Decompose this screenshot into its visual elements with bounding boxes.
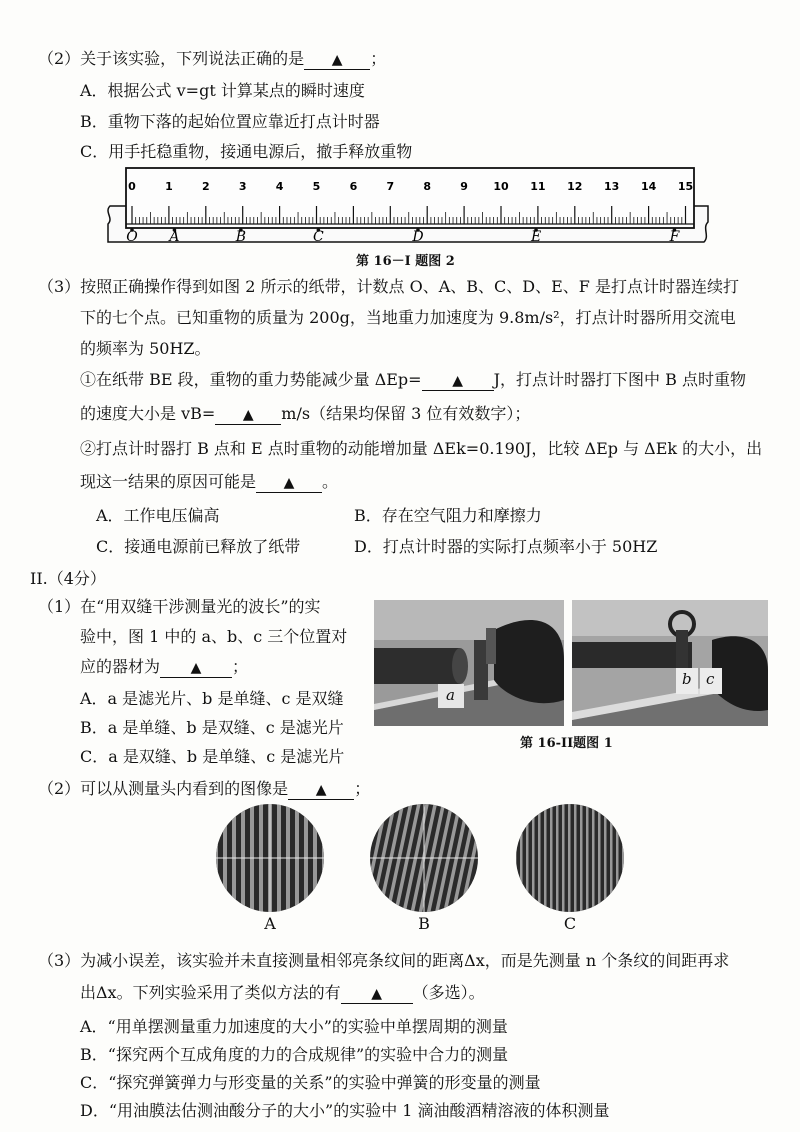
q3-line-2: 下的七个点。已知重物的质量为 200g，当地重力加速度为 9.8m/s²，打点计时器所用交流电	[80, 308, 736, 327]
q3-sub1-line2: 的速度大小是 vB= ▲ m/s（结果均保留 3 位有效数字）；	[80, 404, 531, 423]
fringe	[516, 804, 517, 912]
answer-blank: ▲	[160, 658, 232, 678]
p2q1-line-3: 应的器材为 ▲ ；	[80, 657, 249, 676]
q3-sub2-line2: 现这一结果的原因可能是 ▲ 。	[80, 472, 339, 491]
tape-point-e: E	[530, 229, 542, 245]
ruler-number: 2	[201, 180, 210, 193]
p2q3-option-c: C．“探究弹簧弹力与形变量的关系”的实验中弹簧的形变量的测量	[80, 1073, 541, 1092]
answer-blank: ▲	[422, 371, 494, 391]
ruler-number: 13	[604, 180, 620, 193]
interference-image-a	[216, 804, 324, 912]
fringe	[532, 804, 535, 912]
experiment-photo-right	[572, 600, 768, 726]
ruler-number: 15	[677, 180, 694, 193]
tape-point-f: F	[669, 229, 680, 245]
ruler-number: 3	[238, 180, 247, 193]
label-c: c	[706, 670, 715, 688]
circle-label-a: A	[264, 914, 276, 933]
fringe	[616, 804, 619, 912]
fringe	[520, 804, 523, 912]
p2q1-line-1: （1）在“用双缝干涉测量光的波长”的实	[38, 597, 321, 616]
circle-label-b: B	[418, 914, 430, 933]
ruler-number: 1	[165, 180, 173, 193]
p2q3-line-1: （3）为减小误差，该实验并未直接测量相邻亮条纹间的距离Δx，而是先测量 n 个条纹的间距再求	[38, 951, 730, 970]
q3-option-c: C．接通电源前已释放了纸带	[96, 537, 301, 556]
p2q1-line-2: 验中，图 1 中的 a、b、c 三个位置对	[80, 627, 348, 646]
ruler-caption: 第 16－I 题图 2	[356, 254, 455, 269]
ruler-tape-figure	[104, 166, 714, 246]
q3-option-b: B．存在空气阻力和摩擦力	[354, 506, 542, 525]
ruler-number: 12	[567, 180, 583, 193]
p2q1-option-c: C．a 是双缝、b 是单缝、c 是滤光片	[80, 747, 345, 766]
experiment-photo-left	[374, 600, 564, 726]
fringe	[562, 804, 565, 912]
p2q3-line-2: 出Δx。下列实验采用了类似方法的有 ▲ （多选）。	[80, 983, 485, 1002]
q3-option-d: D．打点计时器的实际打点频率小于 50HZ	[354, 537, 658, 556]
p2q1-option-a: A．a 是滤光片、b 是单缝、c 是双缝	[80, 689, 344, 708]
tape-point-c: C	[312, 229, 324, 245]
p2q3-option-a: A．“用单摆测量重力加速度的大小”的实验中单摆周期的测量	[80, 1017, 508, 1036]
label-b: b	[682, 670, 692, 688]
figure-1-caption: 第 16-II题图 1	[520, 736, 613, 751]
ruler-number: 6	[349, 180, 358, 193]
fringe	[526, 804, 529, 912]
tape-point-o: O	[126, 229, 138, 245]
fringe	[610, 804, 613, 912]
label-a: a	[446, 686, 455, 704]
tape-point-d: D	[412, 229, 424, 245]
q3-sub1-line1: ①在纸带 BE 段，重物的重力势能减少量 ΔEp= ▲ J，打点计时器打下图中 B 点时重物	[80, 370, 746, 389]
answer-blank: ▲	[304, 50, 370, 70]
ruler-number: 4	[275, 180, 284, 193]
p2q1-option-b: B．a 是单缝、b 是双缝、c 是滤光片	[80, 718, 344, 737]
answer-blank: ▲	[215, 405, 281, 425]
interference-image-b	[370, 804, 478, 912]
p2q3-option-d: D．“用油膜法估测油酸分子的大小”的实验中 1 滴油酸酒精溶液的体积测量	[80, 1101, 610, 1120]
q3-sub2-line1: ②打点计时器打 B 点和 E 点时重物的动能增加量 ΔEk=0.190J，比较 ΔEp 与 ΔEk 的大小，出	[80, 439, 763, 458]
answer-blank: ▲	[256, 473, 322, 493]
p2q2-stem: （2）可以从测量头内看到的图像是 ▲ ；	[38, 779, 371, 798]
ruler-number: 7	[386, 180, 395, 193]
answer-blank: ▲	[288, 780, 354, 800]
q3-line-3: 的频率为 50HZ。	[80, 339, 211, 358]
tape-point-a: A	[169, 229, 180, 245]
ruler-number: 10	[493, 180, 509, 193]
fringe	[622, 804, 624, 912]
ruler-number: 5	[312, 180, 321, 193]
fringe	[556, 804, 559, 912]
q3-line-1: （3）按照正确操作得到如图 2 所示的纸带，计数点 O、A、B、C、D、E、F 是打点计时器连续打	[38, 277, 739, 296]
interference-image-c	[516, 804, 624, 912]
ruler-number: 11	[530, 180, 546, 193]
fringe	[586, 804, 589, 912]
ruler-number: 8	[423, 180, 432, 193]
ruler-number: 9	[460, 180, 468, 193]
q2-option-a: A．根据公式 v=gt 计算某点的瞬时速度	[80, 81, 365, 100]
fringe	[550, 804, 553, 912]
p2q3-option-b: B．“探究两个互成角度的力的合成规律”的实验中合力的测量	[80, 1045, 509, 1064]
part2-header: II.（4分）	[30, 569, 106, 588]
fringe	[568, 804, 571, 912]
fringe	[592, 804, 595, 912]
fringe	[598, 804, 601, 912]
fringe	[604, 804, 607, 912]
answer-blank: ▲	[341, 984, 413, 1004]
tape-point-b: B	[235, 229, 247, 245]
ruler-number: 14	[640, 180, 657, 193]
circle-label-c: C	[563, 914, 577, 933]
fringe	[580, 804, 583, 912]
ruler-number: 0	[128, 180, 136, 193]
fringe	[544, 804, 547, 912]
q3-option-a: A．工作电压偏高	[96, 506, 220, 525]
fringe	[538, 804, 541, 912]
q2-stem: （2）关于该实验，下列说法正确的是 ▲ ；	[38, 49, 387, 68]
fringe	[574, 804, 577, 912]
q2-option-c: C．用手托稳重物，接通电源后，撤手释放重物	[80, 142, 413, 161]
q2-option-b: B．重物下落的起始位置应靠近打点计时器	[80, 112, 380, 131]
